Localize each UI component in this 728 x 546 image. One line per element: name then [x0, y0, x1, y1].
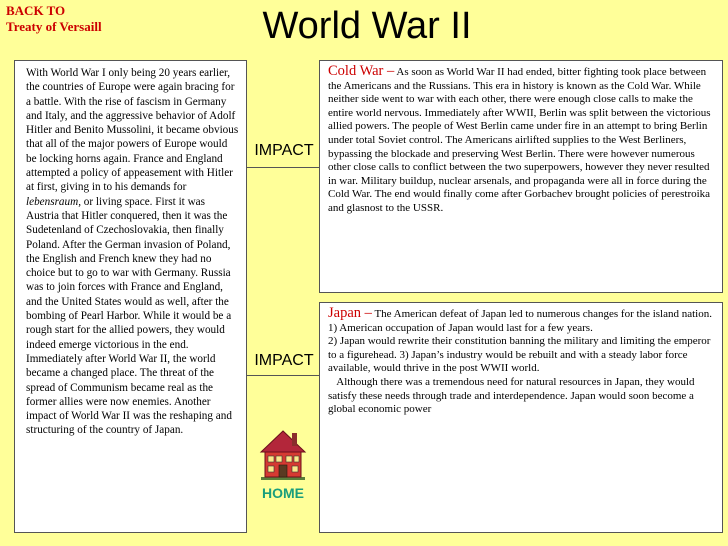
cold-war-panel [319, 60, 723, 293]
back-link-line2[interactable]: Treaty of Versaill [6, 19, 102, 34]
intro-text-part2: or living space. First it was Austria that Hitler conquered, then it was the Sudetenland of Czechoslovakia, then finally Poland. After the German invasion of Poland, the English and French knew they had no choice but to go to war with Germany. Russia was to join forces with France and England, and the United States would as well, after the bombing of Pearl Harbor. While it would be a rough start for the allied powers, they would indeed emerge victorious in the end. Immediately after World War II, the world became a changed place. The threat of the spread of Communism became real as the former allies were now enemies. Another impact of World War II was the reshaping and structuring of the country of Japan. [26, 195, 232, 437]
back-link-line1[interactable]: BACK TO [6, 3, 66, 18]
japan-panel [319, 302, 723, 533]
japan-text [328, 307, 718, 417]
japan-body-line3: Although there was a tremendous need for natural resources in Japan, they would satisfy these needs through trade and interdependence. Japan would soon become a global economic power [328, 375, 698, 416]
cold-war-body: As soon as World War II had ended, bitter fighting took place between the Americans and the Russians. This era in history is known as the Cold War. While neither side went to war with each other, there were enough close calls to make the entire world nervous. Immediately after WWII, Berlin was split between the victorious allied powers. The people of West Berlin came under fire in an attempt to bring Berlin under total Soviet control. The Americans airlifted supplies to the West Berliners, bypassing the blockade and preserving West Berlin. There were however numerous other close calls to conflict between the two superpowers, however they never resulted in war. Military buildup, nuclear arsenals, and propaganda were all in force during the Cold War. The end would finally come after Gorbachev brought policies of perestroika and glasnost to the USSR. [328, 66, 711, 214]
impact-label-1: IMPACT [254, 142, 314, 159]
intro-text [26, 66, 240, 438]
cold-war-text [328, 65, 718, 216]
impact-connector-1 [247, 167, 319, 168]
page-title: World War II [262, 5, 472, 47]
cold-war-heading: Cold War – [328, 63, 395, 79]
impact-connector-2 [247, 375, 319, 376]
japan-body: The American defeat of Japan led to numerous changes for the island nation. 1) American occupation of Japan would last for a few years. [328, 308, 712, 334]
intro-panel [14, 60, 247, 533]
house-icon[interactable] [259, 425, 307, 480]
japan-heading: Japan – [328, 305, 372, 321]
intro-text-part1: With World War I only being 20 years earlier, the countries of Europe were again bracing for a battle. With the rise of fascism in Germany and Italy, and the aggressive behavior of Adolf Hitler and Benito Mussolini, it became obvious that all of the major powers of Europe would be locking horns again. France and England attempted a policy of appeasement with Hitler at first, giving in to his demands for [26, 67, 239, 194]
japan-body-line2: 2) Japan would rewrite their constitution banning the military and limiting the emperor to a figurehead. 3) Japan’s industry would be rebuilt and with a steady labor force available, would thrive in the post WWII world. [328, 335, 711, 375]
intro-text-italic: lebensraum, [26, 195, 81, 208]
home-link[interactable]: HOME [262, 485, 304, 501]
impact-label-2: IMPACT [254, 352, 314, 369]
